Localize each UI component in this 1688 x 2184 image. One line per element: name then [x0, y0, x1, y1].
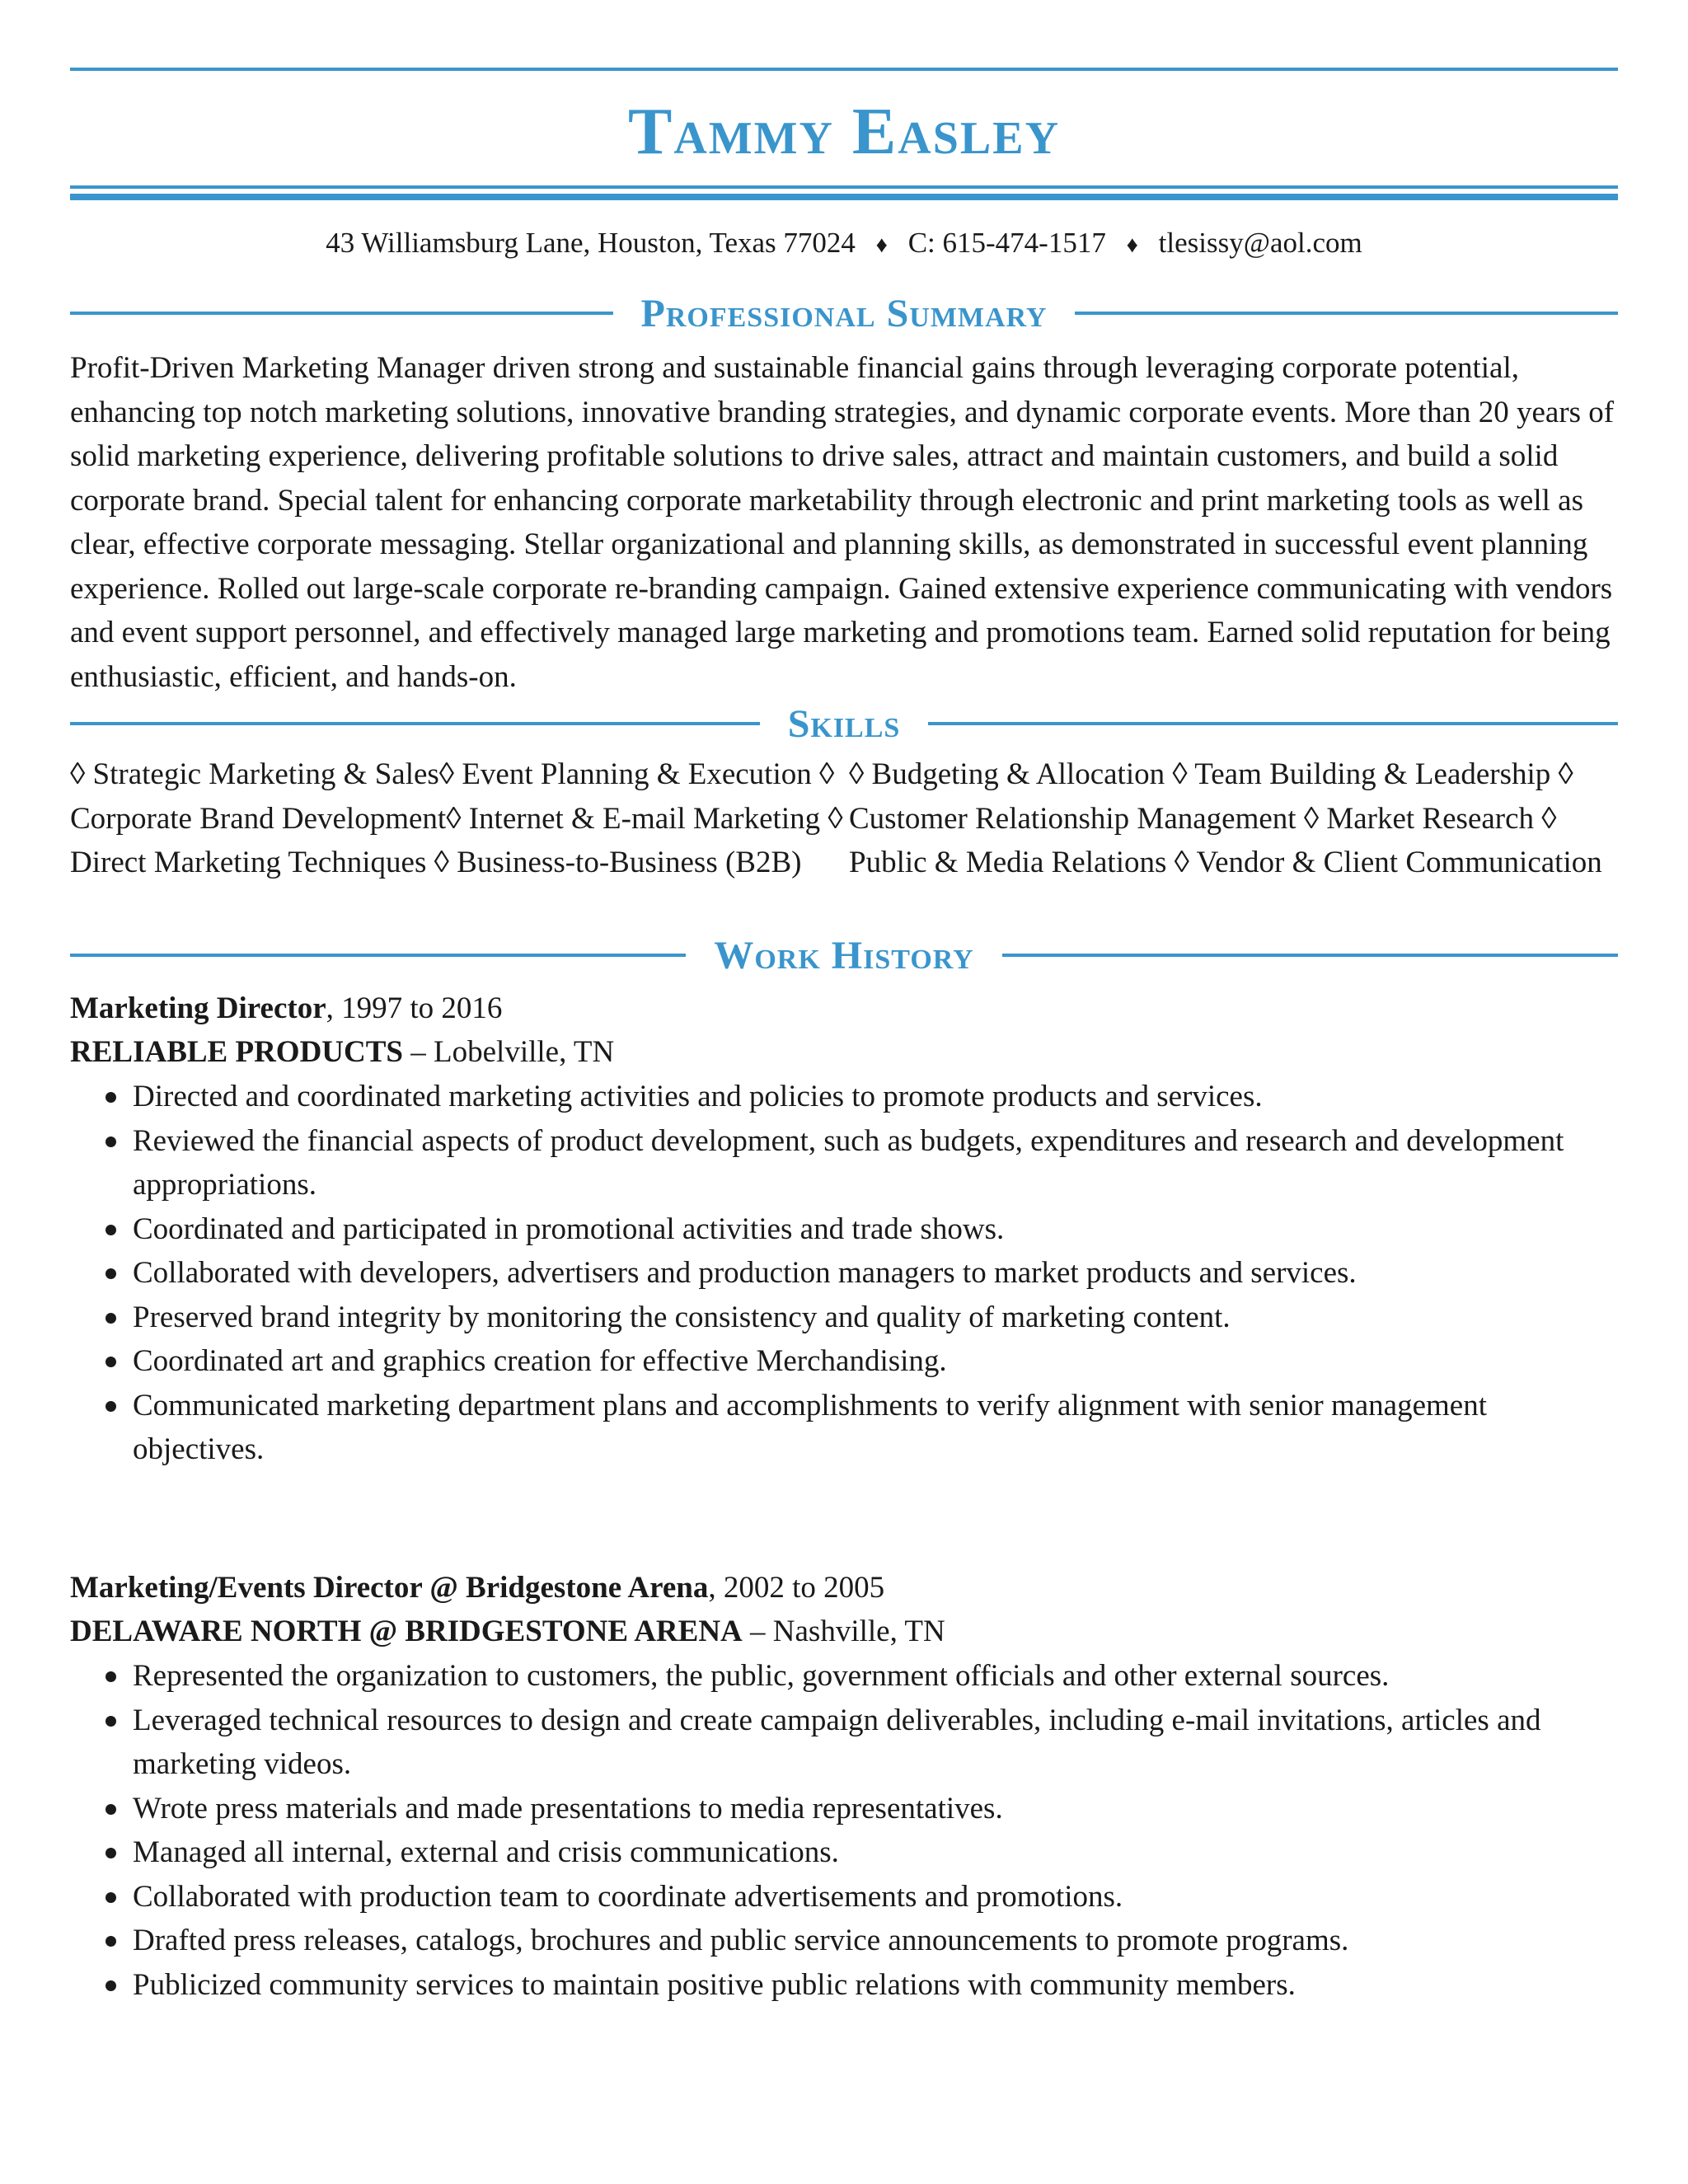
section-rule-right [928, 722, 1618, 725]
section-heading-work-history [70, 930, 1618, 980]
contact-line [70, 223, 1618, 266]
job-duties-list [70, 1075, 1618, 1472]
list-item: Directed and coordinated marketing activities and policies to promote products and services. [70, 1075, 1618, 1119]
skills-column-right: ◊ Budgeting & Allocation ◊ Team Building & Leadership ◊ Customer Relationship Management ◊ Market Research ◊ Public & Media Relations ◊ Vendor & Client Communication [849, 757, 1602, 879]
job-location: – Nashville, TN [742, 1615, 945, 1648]
summary-paragraph: Profit-Driven Marketing Manager driven strong and sustainable financial gains through leveraging corporate potential, enhancing top notch marketing solutions, innovative branding strategies, and dynamic corporate events. More than 20 years of solid marketing experience, delivering profitable solutions to drive sales, attract and maintain customers, and build a solid corporate brand. Special talent for enhancing corporate marketability through electronic and print marketing tools as well as clear, effective corporate messaging. Stellar organizational and planning skills, as demonstrated in successful event planning experience. Rolled out large-scale corporate re-branding campaign. Gained extensive experience communicating with vendors and event support personnel, and effectively managed large marketing and promotions team. Earned solid reputation for being enthusiastic, efficient, and hands-on. [70, 351, 1615, 694]
list-item: Communicated marketing department plans and accomplishments to verify alignment with senior management objectives. [70, 1384, 1618, 1472]
job-position: Marketing Director [70, 991, 326, 1025]
list-item: Wrote press materials and made presentations to media representatives. [70, 1787, 1618, 1831]
skills-column-left: ◊ Strategic Marketing & Sales◊ Event Planning & Execution ◊ Corporate Brand Development◊ Internet & E-mail Marketing ◊ Direct Marketing Techniques ◊ Business-to-Business (B2B) [70, 757, 843, 879]
list-item: Collaborated with production team to coordinate advertisements and promotions. [70, 1875, 1618, 1919]
section-heading-summary [70, 288, 1618, 338]
contact-phone: C: 615-474-1517 [907, 227, 1106, 259]
list-item: Drafted press releases, catalogs, brochures and public service announcements to promote programs. [70, 1919, 1618, 1963]
list-item: Leveraged technical resources to design and create campaign deliverables, including e-mail invitations, articles and marketing videos. [70, 1699, 1618, 1787]
section-rule-left [70, 312, 613, 315]
candidate-name: Tammy Easley [627, 96, 1061, 168]
list-item: Preserved brand integrity by monitoring the consistency and quality of marketing content. [70, 1296, 1618, 1340]
contact-email[interactable]: tlesissy@aol.com [1158, 227, 1362, 259]
header-bottom-rule-thick [70, 194, 1618, 200]
section-title: Professional Summary [640, 291, 1048, 335]
section-rule-right [1002, 954, 1618, 957]
section-heading-skills [70, 699, 1618, 748]
job-company: RELIABLE PRODUCTS [70, 1035, 404, 1069]
job-company-line [70, 1610, 1618, 1654]
skills-list [70, 752, 1618, 885]
header-top-rule [70, 68, 1618, 71]
list-item: Represented the organization to customers, the public, government officials and other external sources. [70, 1654, 1618, 1699]
header-bottom-rule-thin [70, 185, 1618, 189]
section-rule-left [70, 954, 686, 957]
list-item: Coordinated art and graphics creation for effective Merchandising. [70, 1339, 1618, 1384]
list-item: Coordinated and participated in promotional activities and trade shows. [70, 1207, 1618, 1252]
diamond-separator-icon: ♦ [875, 232, 888, 258]
section-title: Skills [787, 701, 901, 746]
job-position-line [70, 987, 1618, 1031]
job-dates: , 2002 to 2005 [708, 1571, 885, 1605]
section-title: Work History [714, 933, 974, 977]
job-company-line [70, 1030, 1618, 1075]
job-location: – Lobelville, TN [403, 1035, 615, 1069]
section-rule-left [70, 722, 760, 725]
job-position: Marketing/Events Director @ Bridgestone Arena [70, 1571, 709, 1605]
list-item: Collaborated with developers, advertisers and production managers to market products and services. [70, 1251, 1618, 1296]
job-duties-list [70, 1654, 1618, 2007]
job-dates: , 1997 to 2016 [326, 991, 503, 1025]
section-rule-right [1075, 312, 1618, 315]
job-company: DELAWARE NORTH @ BRIDGESTONE ARENA [70, 1615, 743, 1648]
list-item: Managed all internal, external and crisis communications. [70, 1830, 1618, 1875]
list-item: Reviewed the financial aspects of product development, such as budgets, expenditures and research and development appropriations. [70, 1119, 1618, 1207]
diamond-separator-icon: ♦ [1126, 232, 1138, 258]
contact-address: 43 Williamsburg Lane, Houston, Texas 77024 [326, 227, 856, 259]
job-position-line [70, 1566, 1618, 1610]
list-item: Publicized community services to maintain positive public relations with community members. [70, 1963, 1618, 2008]
